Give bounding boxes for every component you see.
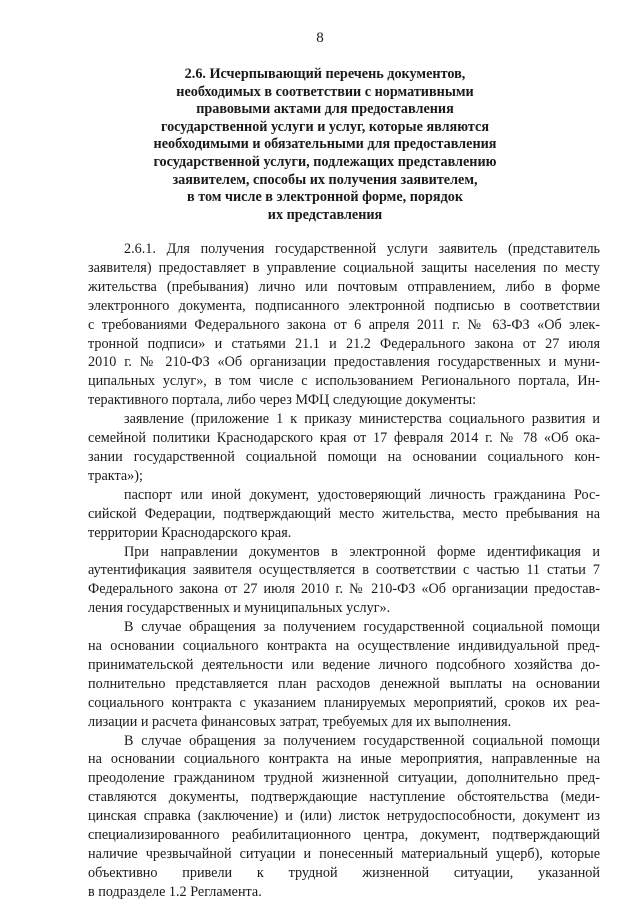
paragraph [88, 240, 600, 410]
paragraph-line: В случае обращения за получением государственной социальной помощи [124, 619, 600, 636]
heading-line: заявителем, способы их получения заявителем, [172, 171, 478, 188]
paragraph-line: паспорт или иной документ, удостоверяющий личность гражданина Рос- [124, 486, 600, 503]
heading-line: их представления [267, 206, 383, 223]
paragraph-line: жительства (пребывания) лично или почтовым отправлением, либо в форме [88, 278, 600, 295]
paragraph-line: семейной политики Краснодарского края от 17 февраля 2014 г. № 78 «Об ока- [88, 430, 600, 447]
paragraph-line: зании государственной социальной помощи на основании социального кон- [88, 448, 600, 465]
paragraph-line: электронного документа, подписанного электронной подписью в соответствии [88, 297, 600, 314]
paragraph-line: ципальных услуг», в том числе с использованием Регионального портала, Ин- [88, 373, 600, 390]
heading-line: государственной услуги и услуг, которые являются [160, 118, 489, 135]
paragraph [88, 486, 600, 543]
paragraph [88, 543, 600, 619]
paragraph-line: При направлении документов в электронной форме идентификация и [124, 543, 600, 560]
paragraph-line: социального контракта с указанием планируемых мероприятий, сроков их реа- [88, 694, 600, 711]
paragraph-line: наличие чрезвычайной ситуации и понесенный материальный ущерб), которые [88, 846, 600, 862]
paragraph-line: с требованиями Федерального закона от 6 апреля 2011 г. № 63-ФЗ «Об элек- [88, 316, 600, 333]
paragraph-line: на основании социального контракта на иные мероприятия, направленные на [88, 751, 600, 768]
paragraph-line: цинская справка (заключение) и (или) листок нетрудоспособности, документ из [88, 808, 600, 825]
section-heading [110, 66, 540, 224]
heading-line: необходимых в соответствии с нормативными [176, 83, 474, 100]
paragraph-line: 2010 г. № 210-ФЗ «Об организации предоставления государственных и муни- [88, 354, 600, 371]
paragraph-line: специализированного реабилитационного центра, документ, подтверждающий [88, 827, 600, 844]
heading-line: в том числе в электронной форме, порядок [186, 189, 464, 206]
paragraph [88, 410, 600, 486]
paragraph-line: сийской Федерации, подтверждающий место жительства, место пребывания на [88, 505, 600, 522]
paragraph-line: лизации и расчета финансовых затрат, требуемых для их выполнения. [88, 713, 512, 730]
paragraph-line: ставляются документы, подтверждающие наступление обстоятельства (меди- [88, 789, 600, 806]
paragraph [88, 618, 600, 731]
heading-line: государственной услуги, подлежащих представлению [153, 153, 497, 170]
page-number: 8 [316, 30, 324, 46]
paragraph-line: преодоление гражданином трудной жизненной ситуации, дополнительно пред- [88, 770, 600, 787]
paragraph-line: ления государственных и муниципальных услуг». [88, 600, 391, 617]
paragraph [88, 732, 600, 902]
paragraph-line: аутентификация заявителя осуществляется в соответствии с частью 11 статьи 7 [88, 562, 600, 579]
paragraph-line: 2.6.1. Для получения государственной услуги заявитель (представитель [124, 241, 600, 257]
paragraph-line: в подразделе 1.2 Регламента. [88, 883, 262, 900]
heading-line: правовыми актами для предоставления [196, 101, 454, 118]
paragraph-line: полнительно представляется план расходов денежной выплаты на основании [88, 675, 600, 692]
paragraph-line: терактивного портала, либо через МФЦ следующие документы: [88, 392, 477, 409]
paragraph-line: территории Краснодарского края. [88, 524, 292, 541]
paragraph-line: объективно привели к трудной жизненной ситуации, указанной [88, 864, 600, 881]
document-body [88, 240, 600, 902]
paragraph-line: на основании социального контракта на осуществление индивидуальной пред- [88, 638, 600, 655]
heading-line: 2.6. Исчерпывающий перечень документов, [184, 66, 466, 82]
paragraph-line: В случае обращения за получением государственной социальной помощи [124, 732, 600, 749]
paragraph-line: тронной подписи» и статьями 21.1 и 21.2 Федерального закона от 27 июля [88, 335, 600, 352]
paragraph-line: тракта»); [88, 467, 143, 484]
paragraph-line: Федерального закона от 27 июля 2010 г. № 210-ФЗ «Об организации предостав- [88, 581, 600, 598]
paragraph-line: заявление (приложение 1 к приказу министерства социального развития и [124, 411, 600, 428]
paragraph-line: заявителя) предоставляет в управление социальной защиты населения по месту [88, 259, 600, 276]
paragraph-line: принимательской деятельности или ведение личного подсобного хозяйства до- [88, 656, 600, 673]
heading-line: необходимыми и обязательными для предоставления [153, 136, 497, 153]
